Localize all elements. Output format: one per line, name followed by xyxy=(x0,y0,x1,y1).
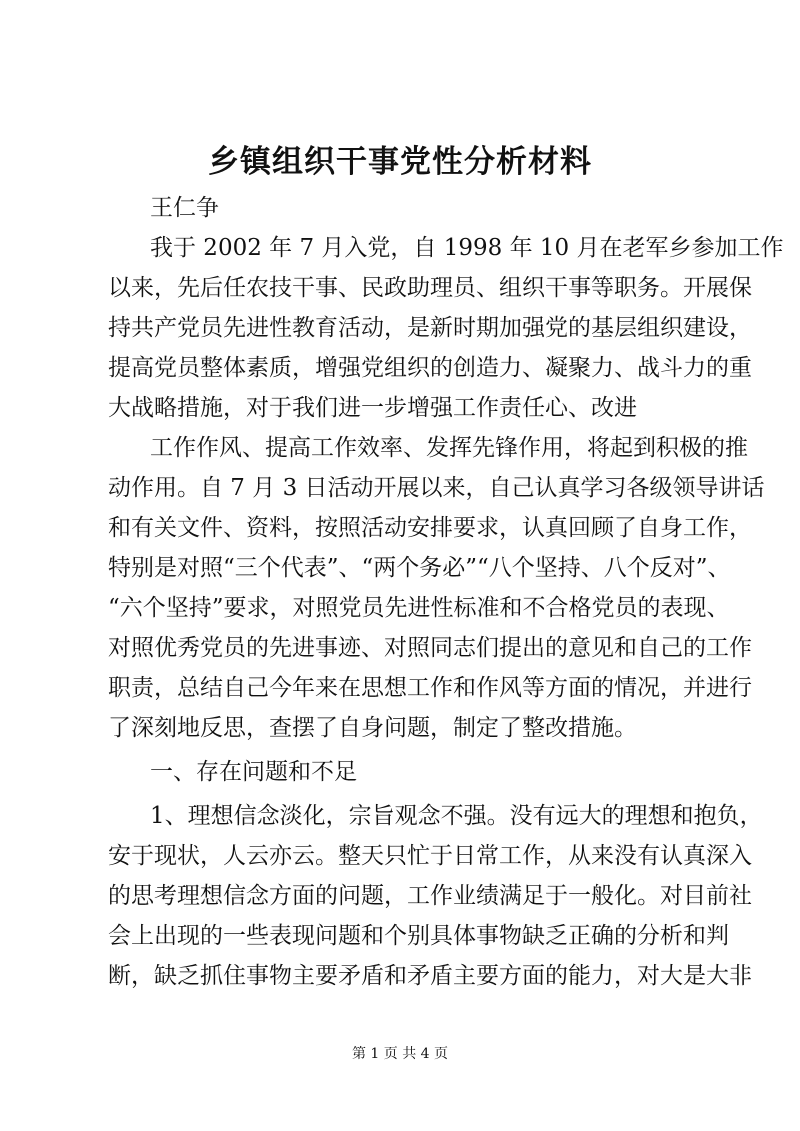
body-line: “六个坚持”要求，对照党员先进性标准和不合格党员的表现、 xyxy=(108,595,730,621)
body-line: 安于现状，人云亦云。整天只忙于日常工作，从来没有认真深入 xyxy=(108,843,752,869)
body-line: 动作用。自 7 月 3 日活动开展以来，自己认真学习各级领导讲话 xyxy=(108,475,765,501)
body-line: 职责，总结自己今年来在思想工作和作风等方面的情况，并进行 xyxy=(108,675,752,701)
section-heading: 一、存在问题和不足 xyxy=(150,759,357,785)
body-line: 的思考理想信念方面的问题，工作业绩满足于一般化。对目前社 xyxy=(108,883,752,909)
body-line: 工作作风、提高工作效率、发挥先锋作用，将起到积极的推 xyxy=(150,435,748,461)
body-line: 1、理想信念淡化，宗旨观念不强。没有远大的理想和抱负， xyxy=(150,803,763,829)
body-line: 特别是对照“三个代表”、“两个务必”“八个坚持、八个反对”、 xyxy=(108,555,731,581)
page-footer: 第 1 页 共 4 页 xyxy=(351,1046,449,1062)
body-line: 对照优秀党员的先进事迹、对照同志们提出的意见和自己的工作 xyxy=(108,635,752,661)
body-line: 断，缺乏抓住事物主要矛盾和矛盾主要方面的能力，对大是大非 xyxy=(108,963,752,989)
body-line: 大战略措施，对于我们进一步增强工作责任心、改进 xyxy=(108,395,637,421)
author-name: 王仁争 xyxy=(150,195,219,221)
body-line: 以来，先后任农技干事、民政助理员、组织干事等职务。开展保 xyxy=(108,275,752,301)
document-title: 乡镇组织干事党性分析材料 xyxy=(208,144,592,180)
body-line: 提高党员整体素质，增强党组织的创造力、凝聚力、战斗力的重 xyxy=(108,355,752,381)
body-line: 我于 2002 年 7 月入党，自 1998 年 10 月在老军乡参加工作 xyxy=(150,235,784,261)
body-line: 会上出现的一些表现问题和个别具体事物缺乏正确的分析和判 xyxy=(108,923,729,949)
body-line: 了深刻地反思，查摆了自身问题，制定了整改措施。 xyxy=(108,715,637,741)
body-line: 持共产党员先进性教育活动，是新时期加强党的基层组织建设， xyxy=(108,315,752,341)
body-line: 和有关文件、资料，按照活动安排要求，认真回顾了自身工作， xyxy=(108,515,752,541)
